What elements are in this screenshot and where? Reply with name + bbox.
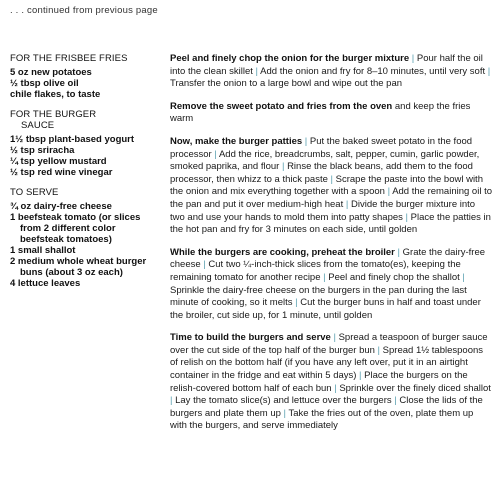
method-column <box>170 53 492 443</box>
step-separator: | <box>320 271 329 283</box>
ingredient-item: ¼ tsp yellow mustard <box>10 156 107 167</box>
step-text: Sprinkle the dairy-free cheese on the burgers in the pan during the last minute of cooking, so it melts <box>170 284 467 309</box>
step-text: Spread 1½ tablespoons of relish on the bottom half (if you have any left over, put it in an airtight container in the fridge and eat within 5 days) <box>170 344 484 382</box>
continued-note: . . . continued from previous page <box>10 5 158 16</box>
step-separator: | <box>327 173 336 185</box>
step-text: Cut two ¼-inch-thick slices from the tomato(es), keeping the remaining tomato for another recipe <box>170 259 461 283</box>
step-separator: | <box>252 65 261 77</box>
step-separator: | <box>459 271 465 283</box>
step-text: Sprinkle over the finely diced shallot <box>339 382 491 394</box>
step-text: Take the fries out of the oven, plate them up with the burgers, and serve immediately <box>170 407 474 432</box>
step-title: Time to build the burgers and serve <box>170 332 331 344</box>
step-separator: | <box>302 135 310 147</box>
step-text: Transfer the onion to a large bowl and wipe out the pan <box>170 78 403 90</box>
step-separator: | <box>356 370 365 382</box>
step-title: Now, make the burger patties <box>170 135 303 147</box>
step-text: Spread a teaspoon of burger sauce over the cut side of the top half of the burger bun <box>170 332 488 356</box>
step-separator: | <box>200 259 209 271</box>
step-title: Peel and finely chop the onion for the burger mixture <box>170 53 410 64</box>
ingredient-section-heading <box>10 109 160 131</box>
step-separator: | <box>330 332 339 344</box>
ingredients-column <box>10 53 160 298</box>
step-text: Rinse the black beans, add them to the food processor, then whizz to a thick paste <box>170 161 473 185</box>
step-text: Pour half the oil into the clean skillet <box>170 53 483 77</box>
step-separator: | <box>211 148 219 160</box>
step-separator: | <box>394 246 403 258</box>
ingredient-section-heading <box>10 53 160 64</box>
step-text: Grate the dairy-free cheese <box>170 246 486 271</box>
step-separator: | <box>343 198 351 210</box>
step-separator: | <box>374 344 383 356</box>
step-text: Cut the burger buns in half and toast under the broiler, cut side up, for 1 minute, until golden <box>170 297 481 321</box>
ingredient-list <box>10 134 160 178</box>
step-title: While the burgers are cooking, preheat the broiler <box>170 246 395 258</box>
ingredient-item: 5 oz new potatoes <box>10 67 92 78</box>
step-text: Put the baked sweet potato in the food processor <box>170 135 473 160</box>
ingredient-list <box>10 67 160 100</box>
step-separator: | <box>280 407 289 419</box>
ingredient-section-heading <box>10 187 160 198</box>
ingredient-item: chile flakes, to taste <box>10 89 101 100</box>
ingredient-item: 4 lettuce leaves <box>10 278 81 289</box>
heading-line: FOR THE FRISBEE FRIES <box>10 53 128 64</box>
step-text: Divide the burger mixture into two and use your hands to mold them into patty shapes <box>170 198 476 223</box>
method-step <box>170 136 492 237</box>
ingredient-item: ½ tsp red wine vinegar <box>10 167 113 178</box>
step-separator: | <box>402 211 411 223</box>
step-separator: | <box>331 382 340 394</box>
step-separator: | <box>292 297 301 309</box>
step-text: Close the lids of the burgers and plate them up <box>170 395 483 419</box>
step-text: Add the onion and fry for 8–10 minutes, until very soft <box>260 65 486 77</box>
heading-line: FOR THE BURGER <box>10 109 97 120</box>
method-step <box>170 247 492 323</box>
ingredient-list <box>10 201 160 289</box>
heading-line: SAUCE <box>21 120 55 131</box>
step-text: Place the burgers on the relish-covered bottom half of each bun <box>170 370 468 394</box>
method-step <box>170 332 492 433</box>
step-separator: | <box>384 186 393 198</box>
ingredient-item: ½ tsp sriracha <box>10 145 75 156</box>
step-text: and keep the fries warm <box>170 100 471 125</box>
ingredient-item: 1 beefsteak tomato (or slices from 2 different color beefsteak tomatoes) <box>10 212 141 245</box>
ingredient-item: 1 small shallot <box>10 245 76 256</box>
ingredient-item: ¾ oz dairy-free cheese <box>10 201 112 212</box>
heading-line: TO SERVE <box>10 187 59 198</box>
ingredient-item: ½ tbsp olive oil <box>10 78 79 89</box>
method-step <box>170 53 492 91</box>
step-separator: | <box>391 395 400 407</box>
ingredient-item: 2 medium whole wheat burger buns (about 3 oz each) <box>10 256 147 278</box>
step-separator: | <box>279 161 288 173</box>
step-separator: | <box>485 65 491 77</box>
step-separator: | <box>409 53 417 64</box>
step-title: Remove the sweet potato and fries from the oven <box>170 100 393 112</box>
step-text: Peel and finely chop the shallot <box>328 271 460 283</box>
method-step <box>170 101 492 126</box>
step-text: Add the remaining oil to the pan and put it over medium-high heat <box>170 186 492 210</box>
step-text: Place the patties in the hot pan and fry for 3 minutes on each side, until golden <box>170 211 491 236</box>
step-text: Scrape the paste into the bowl with the onion and mix everything together with a spoon <box>170 173 483 198</box>
ingredient-item: 1½ tbsp plant-based yogurt <box>10 134 135 145</box>
step-text: Lay the tomato slice(s) and lettuce over the burgers <box>175 395 392 407</box>
step-separator: | <box>170 395 176 407</box>
step-text: Add the rice, breadcrumbs, salt, pepper, cumin, garlic powder, smoked paprika, and flour <box>170 148 480 173</box>
